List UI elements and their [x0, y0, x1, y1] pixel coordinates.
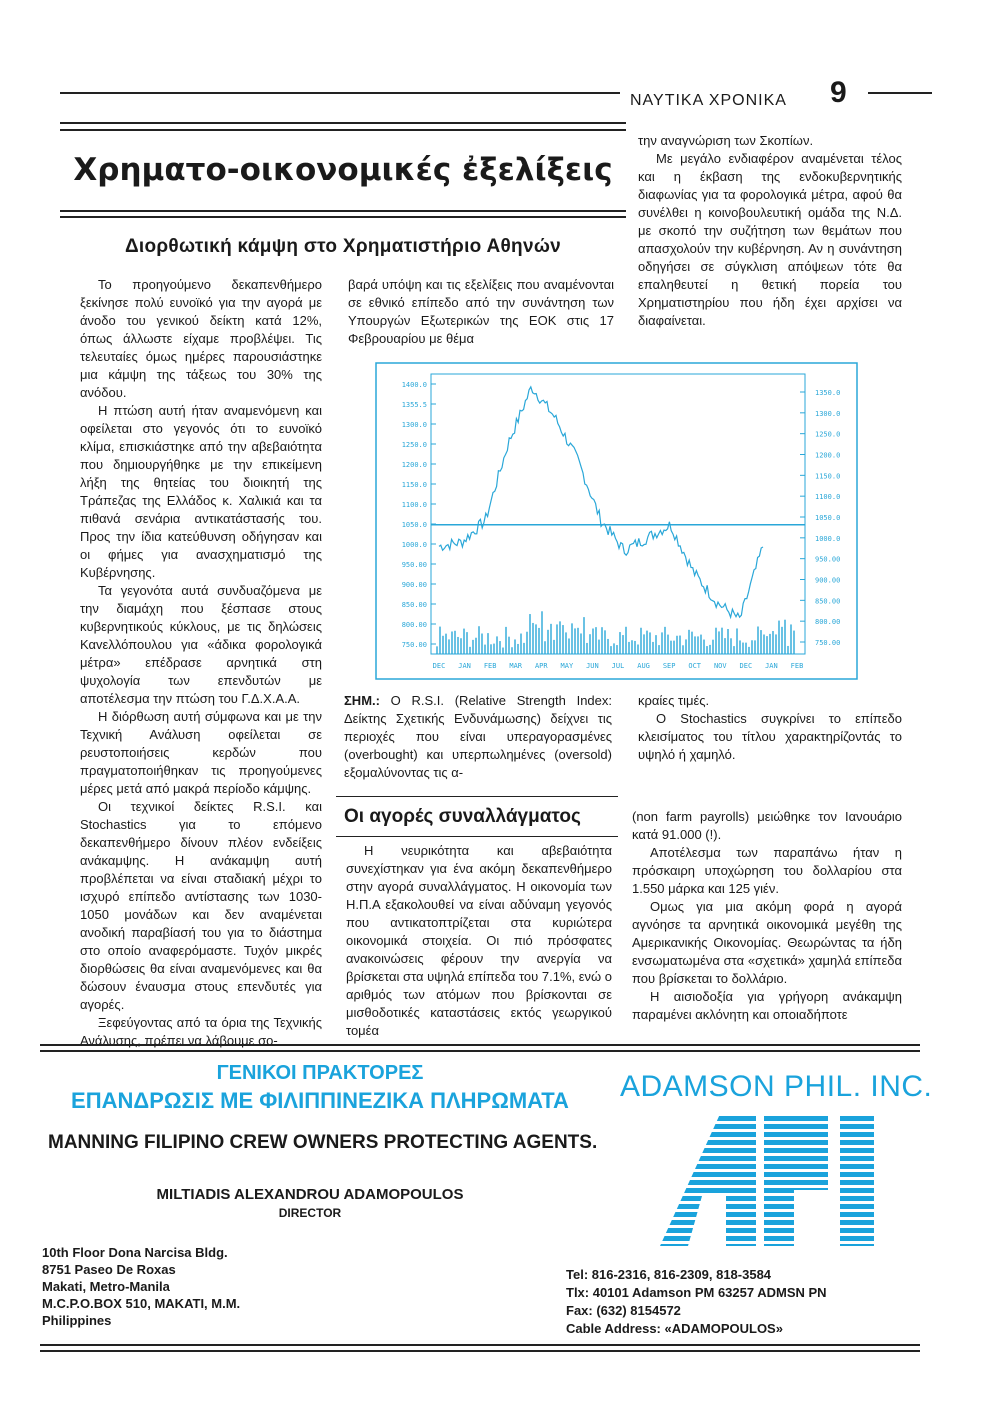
paragraph: Η πτώση αυτή ήταν αναμενόμενη και οφείλεται στο γεγονός ότι το ευνοϊκό κλίμα, επισκιάστηκε από την αβεβαιότητα που δημιουργήθηκε με την επικείμενη λήξη της θητείας του διοικητή της Τράπεζας της Ελλάδος κ. Χαλικιά και τα πιθανά σενάρια αντικατάστασής του. Προς την ίδια κατεύθυνση οδήγησαν και οι φήμες για ανασχηματισμό της Κυβέρνησης.: [80, 403, 322, 580]
y-tick-label-left: 1200.0: [401, 461, 427, 469]
address-line: Makati, Metro-Manila: [42, 1279, 170, 1294]
paragraph: Το προηγούμενο δεκαπενθήμερο ξεκίνησε πολύ ευνοϊκό για την αγορά με άνοδο του γενικού δείκτη κατά 12%, όπως άλλωστε είχαμε προβλέψει. Τις τελευταίες όμως ημέρες παρουσιάστηκε μια κάμψη της τάξεως του 30% της ανόδου.: [80, 277, 322, 400]
advert-greek-line-2: ΕΠΑΝΔΡΩΣΙΣ ΜΕ ΦΙΛΙΠΠΙΝΕΖΙΚΑ ΠΛΗΡΩΜΑΤΑ: [71, 1088, 569, 1113]
article1-column-3: [638, 132, 902, 330]
paragraph: βαρά υπόψη και τις εξελίξεις που αναμένονται σε εθνικό επίπεδο από την συνάντηση των Υπουργών Εξωτερικών της ΕΟΚ στις 17 Φεβρουαρίου με θέμα: [348, 277, 614, 346]
article1-column-2: [348, 276, 614, 348]
paragraph: Ξεφεύγοντας από τα όρια της Τεχνικής Ανάλυσης, πρέπει να λάβουμε σο-: [80, 1015, 322, 1048]
section-rule-bottom-2: [60, 216, 626, 218]
y-tick-label-right: 1000.0: [815, 534, 841, 543]
section-title: Χρηματο-οικονομικές ἐξελίξεις: [73, 152, 613, 188]
y-tick-label-left: 800.00: [401, 621, 427, 629]
x-tick-label: MAY: [560, 662, 574, 670]
advert-greek-line-1: ΓΕΝΙΚΟΙ ΠΡΑΚΤΟΡΕΣ: [216, 1062, 424, 1084]
paragraph: Η νευρικότητα και αβεβαιότητα συνεχίστηκαν για ένα ακόμη δεκαπενθήμερο στην αγορά συναλλάγματος. Η οικονομία των Η.Π.Α εξακολουθεί να είναι αδύναμη γεγονός που αντικατοπτρίζεται στα κυριώτερα οικονομικά στοιχεία. Οι πιό πρόσφατες ανακοινώσεις φέρουν την ανεργία να βρίσκεται στα υψηλά επίπεδα του 7.1%, ενώ ο αριθμός των ατόμων που βρίσκονται σε μισθοδοτικές καταστάσεις εκτός γεωργικού τομέα: [346, 843, 613, 1038]
x-tick-label: FEB: [790, 662, 804, 670]
company-name: ADAMSON PHIL. INC.: [620, 1070, 933, 1103]
y-tick-label-right: 1050.0: [815, 514, 841, 522]
section-rule-top-2: [60, 129, 626, 131]
address-line: 8751 Paseo De Roxas: [42, 1262, 176, 1277]
y-tick-label-right: 1100.0: [815, 493, 841, 502]
address-line: 10th Floor Dona Narcisa Bldg.: [42, 1245, 228, 1260]
series-line-index: [439, 387, 763, 617]
x-tick-label: SEP: [662, 662, 676, 670]
rsi-note: [344, 692, 612, 782]
paragraph: την αναγνώριση των Σκοπίων.: [638, 133, 814, 148]
y-tick-label-left: 1300.0: [401, 421, 427, 429]
address-line: M.C.P.O.BOX 510, MAKATI, M.M.: [42, 1296, 241, 1311]
y-tick-label-left: 1100.0: [401, 501, 427, 509]
paragraph: Αποτέλεσμα των παραπάνω ήταν η πρόσκαιρη υποχώρηση του δολλαρίου στα 1.550 μάρκα και 125 γιέν.: [632, 845, 902, 896]
y-tick-label-right: 900.00: [815, 576, 841, 585]
y-tick-label-right: 950.00: [815, 555, 841, 564]
y-tick-label-left: 950.00: [401, 561, 427, 569]
rsi-note-continued: [638, 692, 902, 764]
contact-line: Tlx: 40101 Adamson PM 63257 ADMSN PN: [566, 1285, 827, 1300]
address-block: [42, 1244, 240, 1329]
y-tick-label-left: 750.00: [401, 641, 427, 649]
header-rule-right: [868, 92, 932, 94]
company-logo: [660, 1108, 890, 1246]
advert-rule-bottom-1: [40, 1344, 920, 1346]
y-tick-label-left: 1000.0: [401, 541, 427, 549]
contact-line: Fax: (632) 8154572: [566, 1303, 681, 1318]
contact-block: [566, 1266, 827, 1338]
article1-column-1: [80, 276, 322, 1048]
y-tick-label-right: 750.00: [815, 639, 841, 647]
paragraph: Η αισιοδοξία για γρήγορη ανάκαμψη παραμένει ακλόνητη και οποιαδήποτε: [632, 989, 902, 1022]
paragraph: Οι τεχνικοί δείκτες R.S.I. και Stochastics για το επόμενο δεκαπενθήμερο δίνουν πλέον ενδείξεις ανάκαμψης. Η ανάκαμψη αυτή προβλέπεται να είναι σταδιακή μέχρι το ισχυρό επίπεδο αντίστασης των 1030-1050 μονάδων και δεν αναμένεται ανοδική παραβίασή του για το διάστημα στο οποίο αναφερόμαστε. Τυχόν μικρές διορθώσεις θα είναι αναμενόμενες και θα δώσουν έναυσμα στους επενδυτές για αγορές.: [80, 799, 322, 1012]
y-tick-label-left: 1150.0: [401, 481, 427, 489]
x-tick-label: NOV: [713, 662, 727, 670]
index-chart: [375, 362, 858, 680]
y-tick-label-right: 1350.0: [815, 389, 841, 397]
paragraph: Με μεγάλο ενδιαφέρον αναμένεται τέλος και η έκβαση της ενδοκυβερνητικής διαφωνίας για τα φορολογικά μέτρα, αφού θα συνέλθει η κοινοβουλευτική ομάδα της Ν.Δ. με σκοπό την συζήτηση των θεμάτων που απασχολούν την κυβέρνηση. Αν η συνάντηση οδηγήσει σε σύγκλιση απόψεων τότε θα επαληθευτεί η θετική πορεία του Χρηματιστηρίου που ήδη έχει αρχίσει να διαφαίνεται.: [638, 151, 902, 328]
paragraph: Η διόρθωση αυτή σύμφωνα και με την Τεχνική Ανάλυση οφείλεται σε ρευστοποιήσεις κερδών που πραγματοποιήθηκαν τις προηγούμενες μέρες μετά από μακρά περίοδο κάμψης.: [80, 709, 322, 796]
y-tick-label-left: 1050.0: [401, 521, 427, 529]
y-tick-label-right: 1200.0: [815, 451, 841, 460]
x-tick-label: DEC: [739, 662, 753, 670]
header-rule-left: [60, 92, 620, 94]
y-tick-label-right: 1300.0: [815, 409, 841, 418]
y-tick-label-left: 1355.5: [401, 401, 427, 409]
x-tick-label: JAN: [458, 662, 471, 670]
y-tick-label-left: 850.00: [401, 601, 427, 609]
advert-tagline: MANNING FILIPINO CREW OWNERS PROTECTING AGENTS.: [48, 1132, 598, 1153]
y-tick-label-right: 800.00: [815, 618, 841, 627]
advert-rule-top-2: [40, 1050, 920, 1052]
contact-line: Cable Address: «ADAMOPOULOS»: [566, 1321, 783, 1336]
paragraph: Ο Stochastics συγκρίνει το επίπεδο κλεισίματος του τίτλου χαρακτηρίζοντάς το υψηλό ή χαμηλό.: [638, 711, 902, 762]
address-line: Philippines: [42, 1313, 112, 1328]
article2-title: Οι αγορές συναλλάγματος: [344, 806, 581, 827]
x-tick-label: MAR: [509, 662, 523, 670]
x-tick-label: JUL: [611, 662, 625, 670]
y-tick-label-left: 900.00: [401, 581, 427, 589]
plot-area: [431, 374, 805, 654]
section-rule-top-1: [60, 122, 626, 124]
contact-line: Tel: 816-2316, 816-2309, 818-3584: [566, 1267, 772, 1282]
paragraph: κραίες τιμές.: [638, 693, 710, 708]
article2-column-3: [632, 808, 902, 1024]
paragraph: Τα γεγονότα αυτά συνδυαζόμενα με την διαμάχη που ξέσπασε στους κυβερνητικούς κύκλους, με τις δηλώσεις Καvελλόπουλου για «άδικα φορολογικά μέτρα» επέδρασε αρνητικά στη ψυχολογία των επενδυτών με αποτέλεσμα την πτώση του Γ.Δ.Χ.Α.Α.: [80, 583, 322, 706]
x-tick-label: APR: [534, 662, 548, 670]
director-name: MILTIADIS ALEXANDROU ADAMOPOULOS: [156, 1186, 464, 1203]
x-tick-label: DEC: [432, 662, 446, 670]
y-tick-label-right: 1150.0: [815, 472, 841, 481]
x-tick-label: JUN: [586, 662, 599, 670]
note-text: O R.S.I. (Relative Strength Index: Δείκτης Σχετικής Ενδυνάμωσης) δείχνει τις περιοχές που είναι υπεραγορασμένες (overbought) και υπερπωλημένες (oversold) εξομαλύνοντας τις α-: [344, 693, 612, 780]
advert-rule-top-1: [40, 1044, 920, 1046]
publication-name: ΝΑΥΤΙΚΑ ΧΡΟΝΙΚΑ: [630, 92, 787, 109]
paragraph: Ομως για μια ακόμη φορά η αγορά αγνόησε τα αρνητικά οικονομικά μεγέθη της Αμερικανικής Οικονομίας. Θεωρώντας τα ήδη ενσωματωμένα στα «σχετικά» χαμηλά επίπεδα που βρίσκεται το δολλάριο.: [632, 899, 902, 986]
note-label: ΣΗΜ.:: [344, 693, 380, 708]
advert-rule-bottom-2: [40, 1350, 920, 1352]
x-tick-label: JAN: [765, 662, 778, 670]
article2-rule-top: [336, 796, 618, 797]
y-tick-label-left: 1400.0: [401, 381, 427, 389]
article2-rule-bottom: [336, 836, 618, 837]
y-tick-label-right: 1250.0: [815, 430, 841, 439]
paragraph: (non farm payrolls) μειώθηκε τον Ιανουάριο κατά 91.000 (!).: [632, 809, 902, 842]
x-tick-label: FEB: [483, 662, 497, 670]
x-tick-label: OCT: [688, 662, 702, 670]
x-tick-label: AUG: [637, 662, 650, 670]
article1-title: Διορθωτική κάμψη στο Χρηματιστήριο Αθηνών: [124, 236, 562, 257]
section-rule-bottom-1: [60, 210, 626, 212]
page-number: 9: [830, 76, 847, 109]
y-tick-label-left: 1250.0: [401, 441, 427, 449]
article2-column-2: [346, 842, 612, 1040]
y-tick-label-right: 850.00: [815, 597, 841, 606]
director-title: DIRECTOR: [278, 1206, 342, 1220]
